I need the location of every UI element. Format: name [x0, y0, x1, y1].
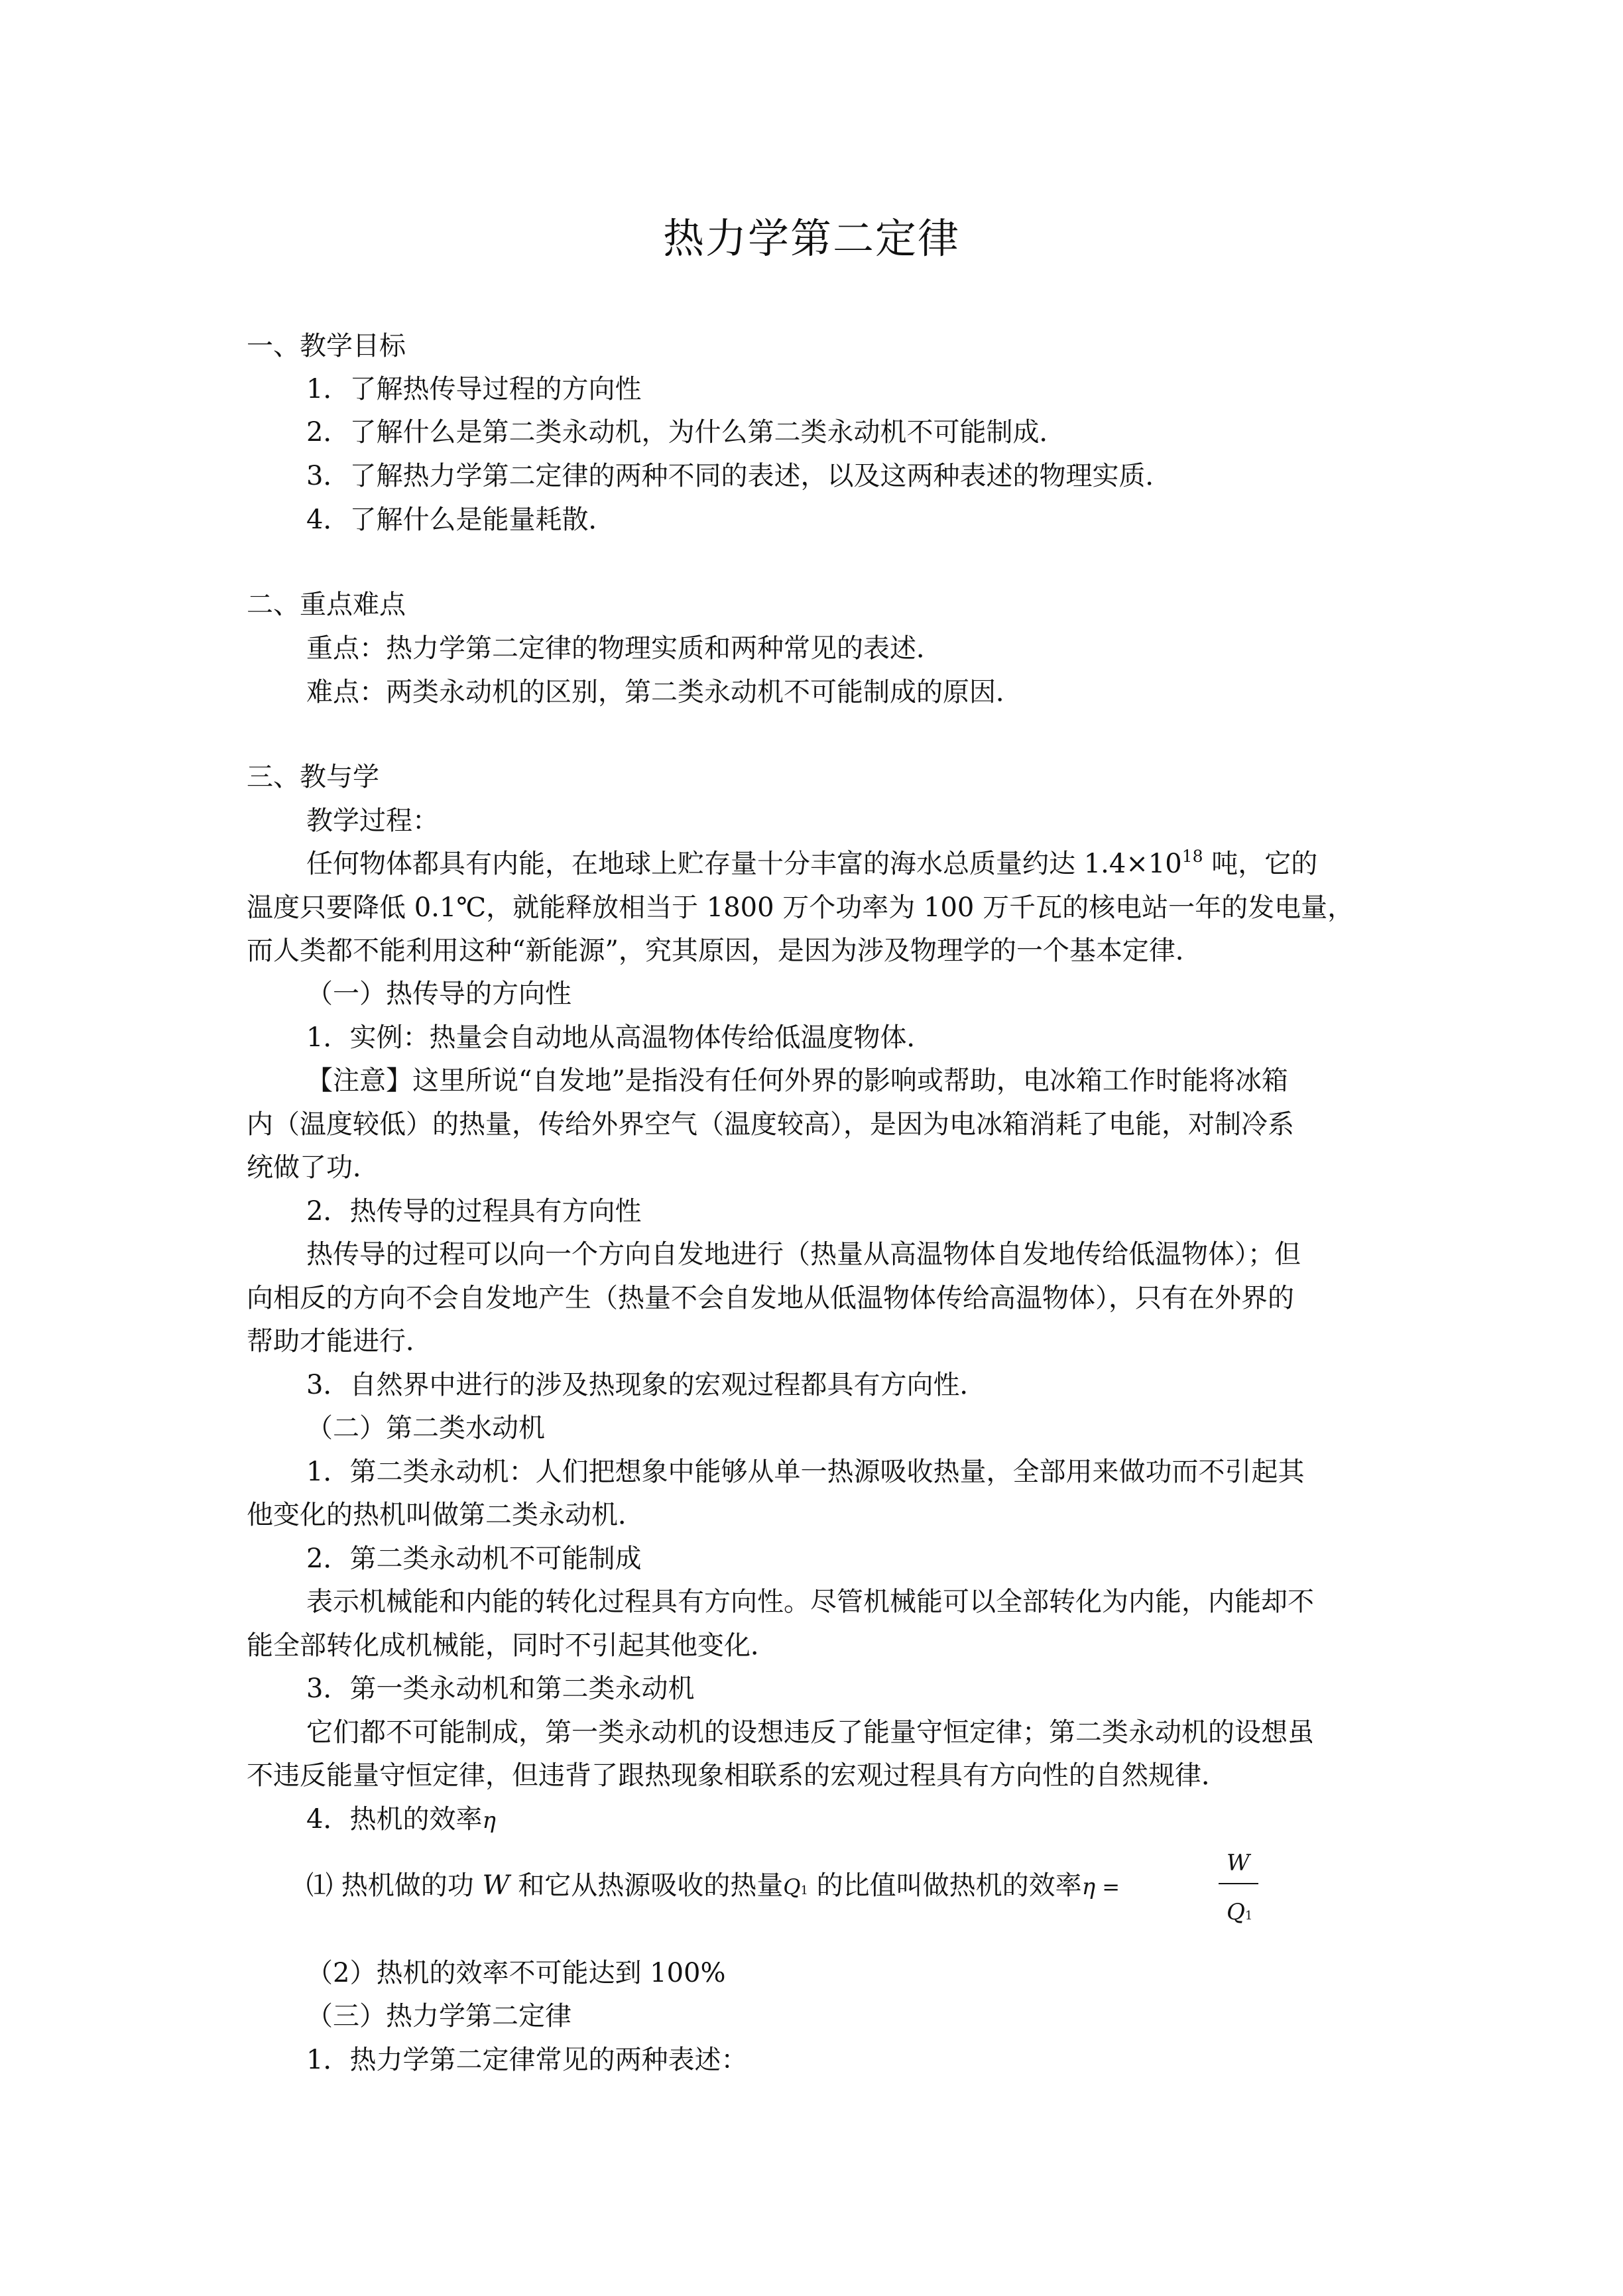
- part1-heading: （一）热传导的方向性: [306, 979, 571, 1009]
- part2-impossible-heading: 2．第二类永动机不可能制成: [306, 1543, 642, 1574]
- part2-two-kinds-line-1: 它们都不可能制成，第一类永动机的设想违反了能量守恒定律；第二类永动机的设想虽: [306, 1717, 1314, 1748]
- intro-paragraph-line-2: 温度只要降低 0.1℃，就能释放相当于 1800 万个功率为 100 万千瓦的核电站一年的发电量，: [247, 892, 1354, 923]
- objective-item-3: 3．了解热力学第二定律的两种不同的表述，以及这两种表述的物理实质．: [306, 461, 1172, 491]
- part2-impossible-line-2: 能全部转化成机械能，同时不引起其他变化．: [247, 1630, 777, 1661]
- note-line-1: 【注意】这里所说“自发地”是指没有任何外界的影响或帮助，电冰箱工作时能将冰箱: [306, 1065, 1288, 1096]
- part2-two-kinds-heading: 3．第一类永动机和第二类永动机: [306, 1673, 695, 1704]
- direction-line-2: 向相反的方向不会自发地产生（热量不会自发地从低温物体传给高温物体），只有在外界的: [247, 1283, 1294, 1313]
- part2-def-line-1: 1．第二类永动机：人们把想象中能够从单一热源吸收热量，全部用来做功而不引起其: [306, 1457, 1305, 1487]
- page-title: 热力学第二定律: [662, 214, 960, 263]
- section-heading-key-points: 二、重点难点: [247, 589, 406, 620]
- objective-item-2: 2．了解什么是第二类永动机，为什么第二类永动机不可能制成．: [306, 417, 1066, 448]
- section-heading-teaching: 三、教与学: [247, 762, 379, 792]
- part1-direction-heading: 2．热传导的过程具有方向性: [306, 1196, 642, 1227]
- part2-def-line-2: 他变化的热机叫做第二类永动机．: [247, 1500, 644, 1530]
- key-point: 重点：热力学第二定律的物理实质和两种常见的表述．: [306, 633, 943, 664]
- objective-item-1: 1．了解热传导过程的方向性: [306, 374, 642, 404]
- part3-heading: （三）热力学第二定律: [306, 2001, 571, 2031]
- note-line-2: 内（温度较低）的热量，传给外界空气（温度较高），是因为电冰箱消耗了电能，对制冷系: [247, 1109, 1294, 1140]
- part3-statements: 1．热力学第二定律常见的两种表述：: [306, 2045, 748, 2075]
- part2-heading: （二）第二类水动机: [306, 1413, 545, 1443]
- section-heading-objectives: 一、教学目标: [247, 331, 406, 361]
- part2-impossible-line-1: 表示机械能和内能的转化过程具有方向性。尽管机械能可以全部转化为内能，内能却不: [306, 1587, 1314, 1617]
- direction-line-1: 热传导的过程可以向一个方向自发地进行（热量从高温物体自发地传给低温物体）；但: [306, 1239, 1301, 1270]
- teaching-process-label: 教学过程：: [306, 806, 439, 836]
- intro-paragraph-line-3: 而人类都不能利用这种“新能源”，究其原因，是因为涉及物理学的一个基本定律．: [247, 936, 1202, 966]
- fraction-bar: [1219, 1883, 1258, 1884]
- efficiency-limit: （2）热机的效率不可能达到 100%: [306, 1958, 726, 1988]
- part2-efficiency-heading: 4．热机的效率η: [306, 1804, 496, 1835]
- note-line-3: 统做了功．: [247, 1152, 379, 1183]
- direction-line-3: 帮助才能进行．: [247, 1326, 432, 1357]
- efficiency-definition: ⑴ 热机做的功 W 和它从热源吸收的热量Q1 的比值叫做热机的效率η =: [306, 1870, 1120, 1901]
- intro-paragraph-line-1: 任何物体都具有内能，在地球上贮存量十分丰富的海水总质量约达 $1.4\times 10^{18}$ 吨，它的: [306, 847, 1318, 879]
- part1-macro-process: 3．自然界中进行的涉及热现象的宏观过程都具有方向性．: [306, 1370, 987, 1400]
- difficulty-point: 难点：两类永动机的区别，第二类永动机不可能制成的原因．: [306, 677, 1022, 707]
- part1-example: 1．实例：热量会自动地从高温物体传给低温度物体．: [306, 1022, 933, 1053]
- objective-item-4: 4．了解什么是能量耗散．: [306, 505, 615, 535]
- fraction-denominator: Q1: [1227, 1899, 1253, 1925]
- fraction-numerator: W: [1227, 1850, 1250, 1876]
- part2-two-kinds-line-2: 不违反能量守恒定律，但违背了跟热现象相联系的宏观过程具有方向性的自然规律．: [247, 1760, 1228, 1791]
